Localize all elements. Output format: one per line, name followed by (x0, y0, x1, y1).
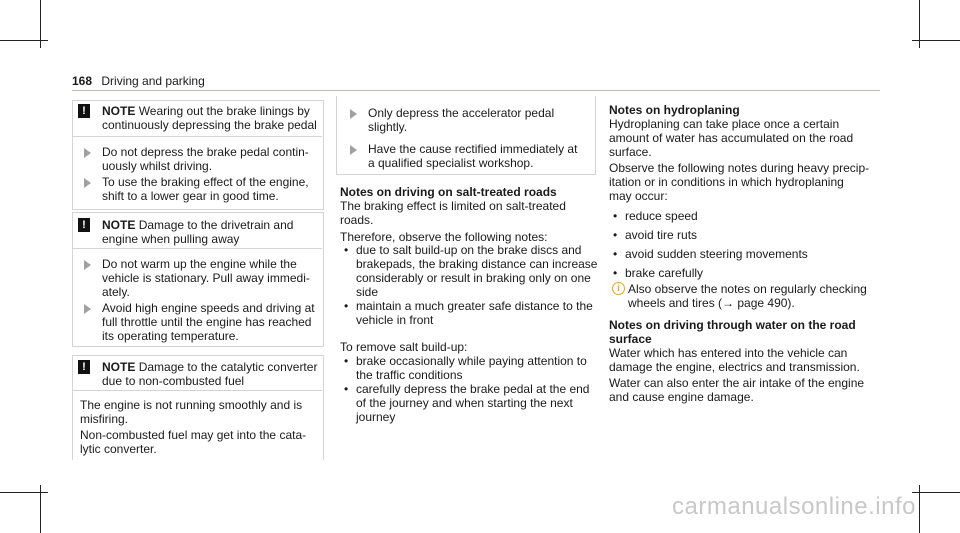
page-header (72, 74, 205, 88)
header-rule (72, 90, 880, 91)
section-title: Driving and parking (101, 74, 205, 88)
paragraph: Water can also enter the air intake of the engine and cause engine damage. (609, 376, 865, 404)
note-text: NOTE Damage to the catalytic converter due to non-combusted fuel (102, 360, 318, 388)
page-reference-link[interactable]: wheels and tires (→ page 490). (628, 296, 795, 310)
page-number: 168 (72, 74, 93, 88)
note-line: continuously depressing the brake pedal (102, 118, 317, 132)
note-label: NOTE (102, 104, 136, 118)
paragraph: Observe the following notes during heavy precip- itation or in conditions in which hydroplaning may occur: (609, 161, 870, 203)
step-arrow-icon (350, 145, 357, 155)
step-arrow-icon (350, 109, 357, 119)
list-item: • carefully depress the brake pedal at the end of the journey and when starting the next journey (340, 382, 600, 424)
paragraph: Hydroplaning can take place once a certain amount of water has accumulated on the road surface. (609, 117, 854, 159)
paragraph: To remove salt build-up: (340, 340, 468, 354)
info-text: Also observe the notes on regularly checking wheels and tires (→ page 490). (628, 282, 867, 310)
watermark: carmanualsonline.info (672, 493, 916, 520)
crop-mark (0, 492, 48, 493)
warning-icon: ! (78, 104, 90, 118)
paragraph: Non-combusted fuel may get into the cata- lytic converter. (80, 428, 307, 456)
step-arrow-icon (84, 260, 91, 270)
note-line: Wearing out the brake linings by (138, 104, 310, 118)
warning-icon: ! (78, 218, 90, 232)
note-label: NOTE (102, 360, 136, 374)
divider (73, 390, 322, 391)
step-arrow-icon (84, 304, 91, 314)
step-arrow-icon (84, 178, 91, 188)
info-icon: i (612, 282, 625, 295)
crop-mark (912, 492, 960, 493)
section-heading: Notes on hydroplaning (609, 103, 740, 117)
step-text: To use the braking effect of the engine, shift to a lower gear in good time. (102, 175, 309, 203)
divider (73, 248, 322, 249)
list-item: • due to salt build-up on the brake discs and brakepads, the braking distance can increase considerably or result in braking only on one side (340, 243, 600, 299)
bullet-list (340, 243, 600, 327)
bullet-list (609, 207, 889, 283)
paragraph: The braking effect is limited on salt-treated roads. (340, 199, 566, 227)
crop-mark (912, 40, 960, 41)
step-arrow-icon (84, 148, 91, 158)
warning-icon: ! (78, 360, 90, 374)
paragraph: The engine is not running smoothly and is misfiring. (80, 398, 303, 426)
step-text: Avoid high engine speeds and driving at full throttle until the engine has reached its operating temperature. (102, 301, 315, 343)
step-text: Do not depress the brake pedal contin- uously whilst driving. (102, 145, 309, 173)
paragraph: Therefore, observe the following notes: (340, 230, 548, 244)
list-item: • maintain a much greater safe distance to the vehicle in front (340, 299, 600, 327)
list-item: • brake occasionally while paying attention to the traffic conditions (340, 354, 600, 382)
section-heading: Notes on driving on salt-treated roads (340, 185, 557, 199)
section-heading: Notes on driving through water on the road surface (609, 318, 856, 346)
step-text: Have the cause rectified immediately at a qualified specialist workshop. (368, 142, 578, 170)
crop-mark (0, 40, 48, 41)
list-item: • reduce speed (609, 207, 889, 226)
divider (73, 136, 322, 137)
note-text: NOTE Damage to the drivetrain and engine when pulling away (102, 218, 294, 246)
bullet-list (340, 354, 600, 424)
step-text: Only depress the accelerator pedal slightly. (368, 106, 555, 134)
paragraph: Water which has entered into the vehicle can damage the engine, electrics and transmission. (609, 346, 860, 374)
step-text: Do not warm up the engine while the vehicle is stationary. Pull away immedi- ately. (102, 257, 310, 299)
list-item: • avoid sudden steering movements (609, 245, 889, 264)
list-item: • avoid tire ruts (609, 226, 889, 245)
note-label: NOTE (102, 218, 136, 232)
list-item: • brake carefully (609, 264, 889, 283)
note-text (102, 104, 317, 132)
